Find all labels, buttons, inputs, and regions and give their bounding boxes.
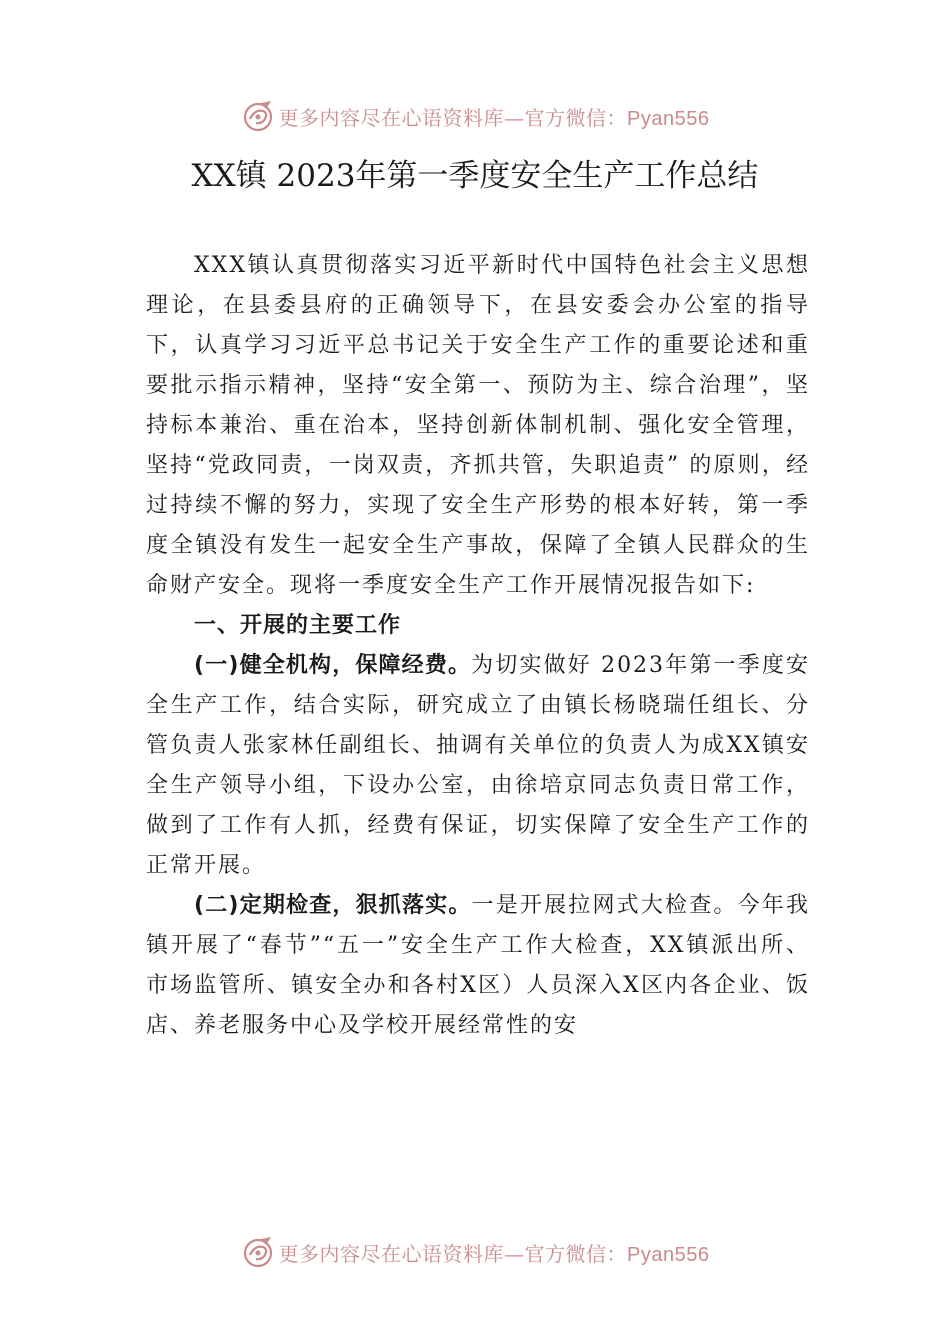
intro-paragraph: XXX镇认真贯彻落实习近平新时代中国特色社会主义思想理论，在县委县府的正确领导下，在县安委会办公室的指导下，认真学习习近平总书记关于安全生产工作的重要论述和重要批示指示精神，坚持“安全第一、预防为主、综合治理”，坚持标本兼治、重在治本，坚持创新体制机制、强化安全管理，坚持“党政同责，一岗双责，齐抓共管，失职追责” 的原则，经过持续不懈的努力，实现了安全生产形势的根本好转，第一季度全镇没有发生一起安全生产事故，保障了全镇人民群众的生命财产安全。现将一季度安全生产工作开展情况报告如下:	[146, 253, 810, 598]
section-heading-1: 一、开展的主要工作	[194, 613, 402, 638]
item-1-heading: (一)健全机构，保障经费。	[194, 653, 472, 678]
watermark-wechat-id: Pyan556	[627, 1243, 710, 1266]
item-1-body: 为切实做好 2023年第一季度安全生产工作，结合实际，研究成立了由镇长杨晓瑞任组长、分管负责人张家林任副组长、抽调有关单位的负责人为成XX镇安全生产领导小组，下设办公室，由徐培京同志负责日常工作，做到了工作有人抓，经费有保证，切实保障了安全生产工作的正常开展。	[146, 653, 810, 878]
item-2-heading: (二)定期检查，狠抓落实。	[194, 893, 472, 918]
item-2-paragraph	[146, 886, 810, 1046]
watermark-logo-icon	[241, 1235, 275, 1269]
item-2-body: 一是开展拉网式大检查。今年我镇开展了“春节”“五一”安全生产工作大检查，XX镇派出所、市场监管所、镇安全办和各村X区）人员深入X区内各企业、饭店、养老服务中心及学校开展经常性的安	[146, 893, 810, 1038]
watermark-header	[0, 96, 950, 136]
watermark-wechat-id: Pyan556	[627, 107, 710, 130]
document-body	[146, 246, 810, 1046]
watermark-label: 更多内容尽在心语资料库—官方微信：	[278, 105, 628, 130]
watermark-footer	[0, 1232, 950, 1272]
watermark-label: 更多内容尽在心语资料库—官方微信：	[278, 1241, 628, 1266]
watermark-logo-icon	[241, 99, 275, 133]
document-title: XX镇 2023年第一季度安全生产工作总结	[191, 158, 759, 194]
item-1-paragraph	[146, 646, 810, 886]
watermark-text	[279, 1238, 710, 1267]
watermark-text	[279, 102, 710, 131]
